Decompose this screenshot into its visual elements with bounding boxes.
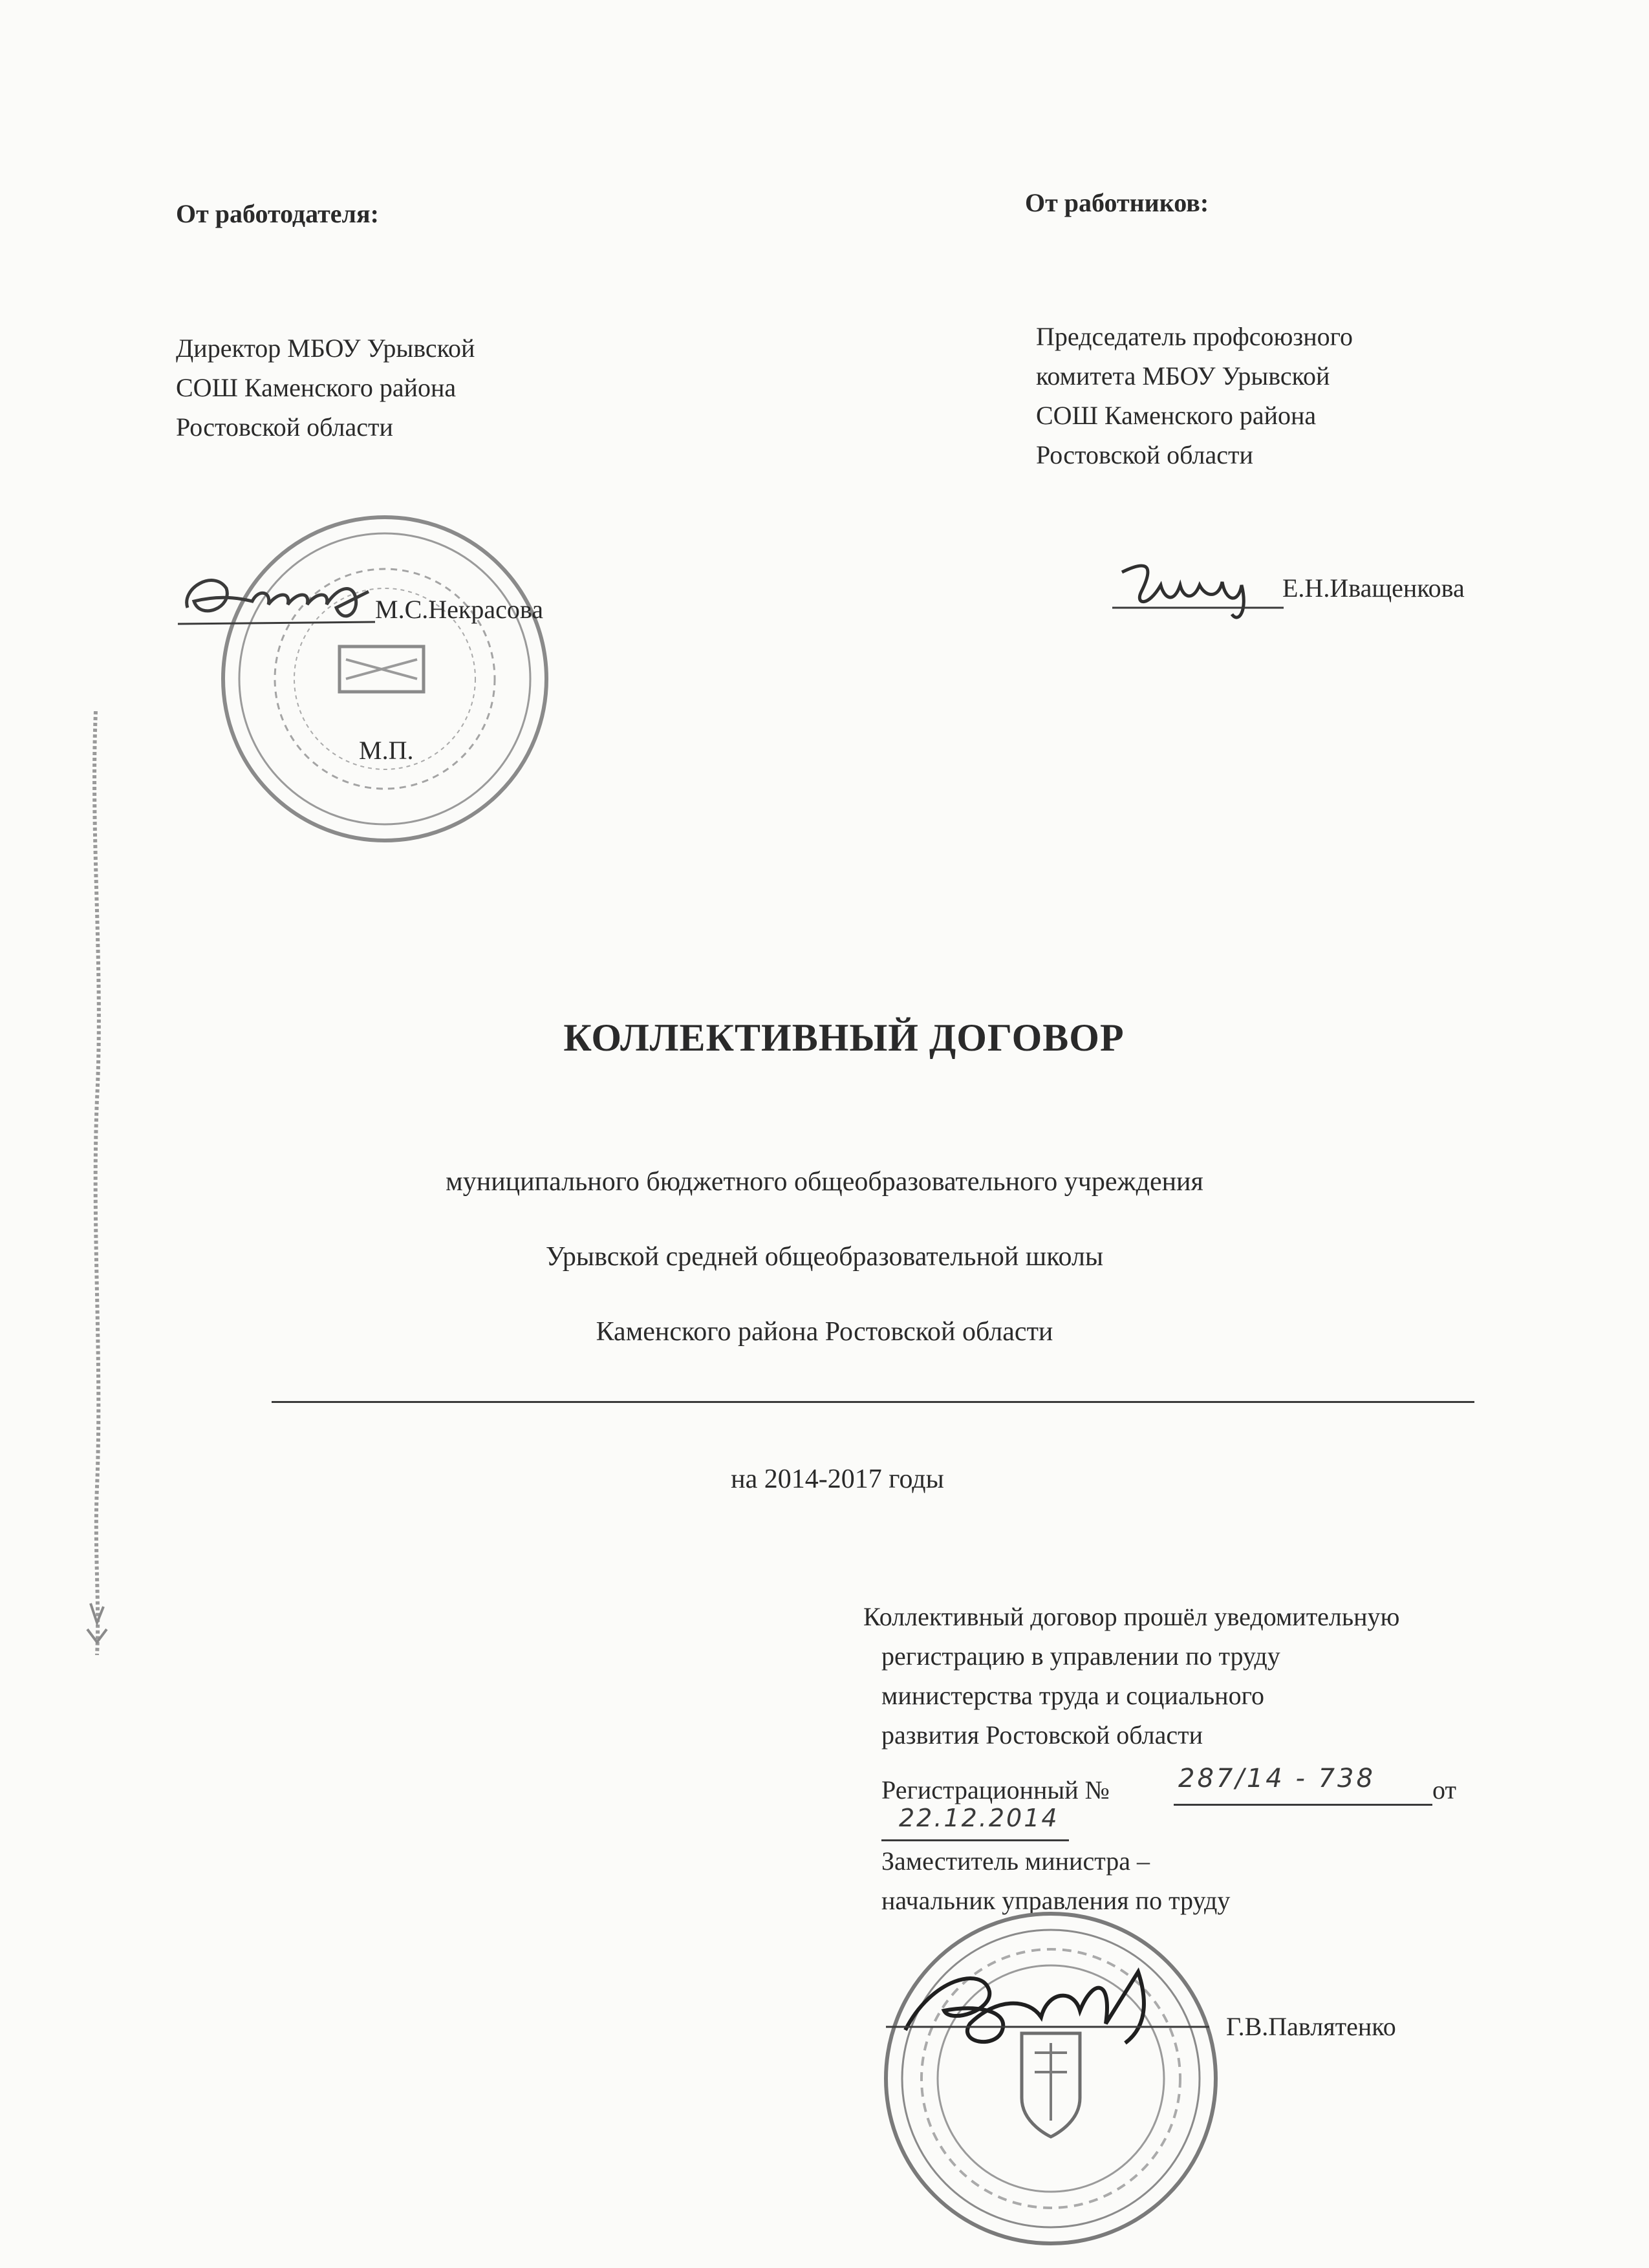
registration-note-line: развития Ростовской области [881, 1720, 1203, 1749]
official-name: Г.В.Павлятенко [1226, 2012, 1396, 2041]
title-divider [272, 1401, 1474, 1403]
registration-official-line: начальник управления по труду [881, 1886, 1231, 1915]
registration-official-line: Заместитель министра – [881, 1846, 1150, 1876]
employees-position-line: Ростовской области [1036, 440, 1253, 469]
employees-position-line: комитета МБОУ Урывской [1036, 361, 1330, 390]
registration-date-value: 22.12.2014 [899, 1804, 1059, 1832]
registration-number-underline [1174, 1804, 1432, 1806]
registration-from-label: от [1432, 1775, 1456, 1804]
employer-heading: От работодателя: [176, 199, 379, 228]
employer-position-line: СОШ Каменского района [176, 373, 457, 402]
registration-note-line: министерства труда и социального [881, 1681, 1264, 1710]
employees-position-line: СОШ Каменского района [1036, 401, 1317, 430]
employees-position [1036, 317, 1456, 475]
registration-note-line: Коллективный договор прошёл уведомительную [863, 1602, 1400, 1631]
employees-position-line: Председатель профсоюзного [1036, 322, 1353, 351]
registration-note [863, 1597, 1607, 1755]
subtitle-line: муниципального бюджетного общеобразовательного учреждения [446, 1167, 1203, 1197]
employer-position [176, 328, 596, 447]
document-period: на 2014-2017 годы [731, 1464, 944, 1494]
registration-note-line: регистрацию в управлении по труду [881, 1642, 1280, 1671]
registration-number-label: Регистрационный № [881, 1775, 1110, 1804]
employer-signature [175, 562, 388, 634]
document-subtitle [0, 1144, 1649, 1369]
seal-place-label: М.П. [359, 736, 414, 765]
registration-number-value: 287/14 - 738 [1178, 1764, 1375, 1793]
official-signature [879, 1952, 1216, 2062]
employees-heading: От работников: [1025, 188, 1209, 217]
subtitle-line: Каменского района Ростовской области [596, 1317, 1053, 1347]
subtitle-line: Урывской средней общеобразовательной школы [545, 1242, 1104, 1272]
document-title: КОЛЛЕКТИВНЫЙ ДОГОВОР [563, 1016, 1125, 1059]
employees-signature [1109, 553, 1297, 630]
employer-position-line: Ростовской области [176, 412, 393, 442]
employer-position-line: Директор МБОУ Урывской [176, 334, 475, 363]
employees-signer-name: Е.Н.Иващенкова [1282, 573, 1465, 603]
employer-seal [213, 508, 556, 850]
employer-signer-name: М.С.Некрасова [375, 595, 543, 624]
